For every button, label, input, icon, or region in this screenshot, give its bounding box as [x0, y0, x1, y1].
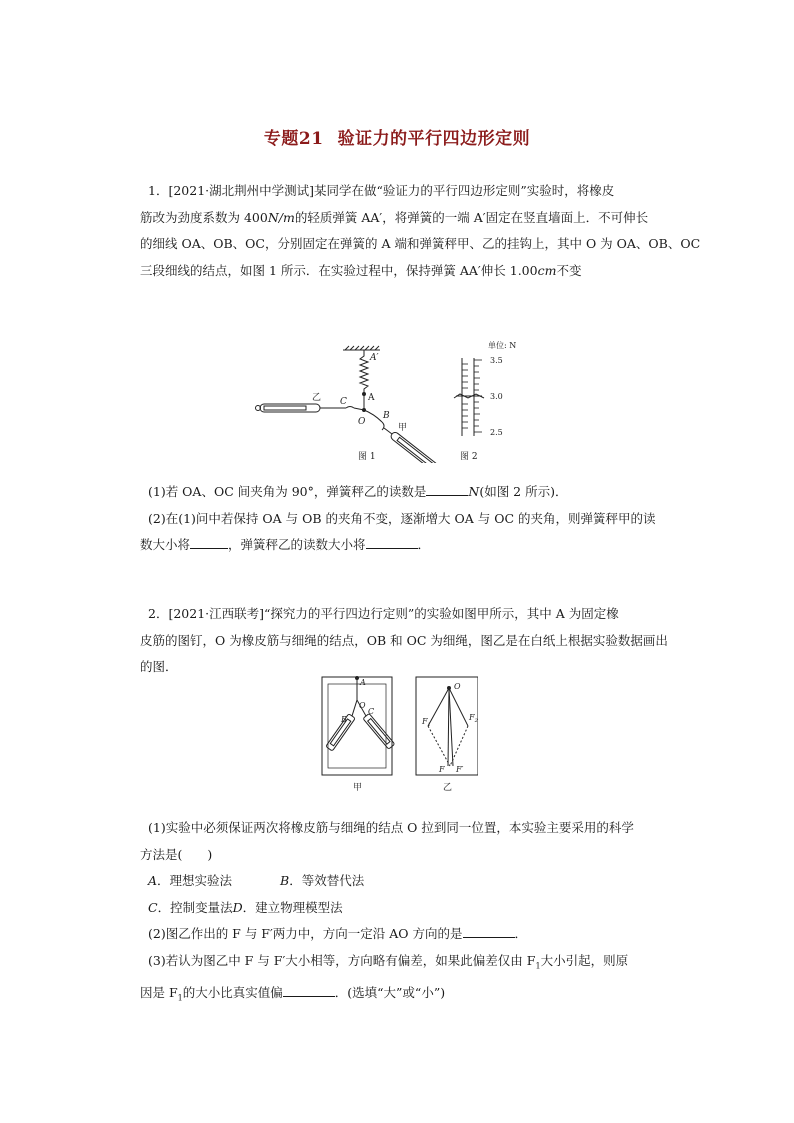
options-row-2: [140, 895, 660, 922]
scale-figure-2: [454, 358, 484, 436]
label-c: C: [368, 707, 375, 716]
q2-sub2: [140, 921, 660, 948]
option-c[interactable]: C．控制变量法: [148, 899, 233, 915]
q1-sub2-text: ．: [417, 537, 431, 552]
options-row-1: [140, 868, 660, 895]
q1-text: 的轻质弹簧 AA′，将弹簧的一端 A′固定在竖直墙面上．不可伸长: [294, 209, 649, 225]
q2-sub3: [140, 948, 660, 980]
balance-yi-scale: [264, 406, 306, 410]
page-title: [0, 124, 794, 149]
caption-yi: 乙: [443, 783, 453, 793]
label-f-prime: F′: [456, 765, 464, 774]
force-f1: [428, 688, 449, 726]
q1-text: 三段细线的结点，如图 1 所示．在实验过程中，保持弹簧 AA′伸长 1.00: [140, 262, 538, 278]
ceiling-hatch: [345, 346, 379, 350]
q2-line: 皮筋的图钉，O 为橡皮筋与细绳的结点，OB 和 OC 为细绳，图乙是在白纸上根据实验数据画出: [140, 632, 668, 648]
unit-cm: cm: [537, 262, 557, 278]
subscript: 1: [177, 993, 183, 1002]
q1-sub2-text: ，弹簧秤乙的读数大小将: [228, 537, 366, 552]
label-o: O: [359, 701, 366, 710]
q1-sub1-text: (1)若 OA、OC 间夹角为 90°，弹簧秤乙的读数是: [148, 484, 427, 499]
q2-sub2-text: ．: [514, 926, 528, 941]
label-c: C: [340, 397, 347, 407]
q2-sub2-text: (2)图乙作出的 F 与 F′两力中，方向一定沿 AO 方向的是: [148, 926, 463, 941]
q2-sub3-text: (3)若认为图乙中 F 与 F′大小相等，方向略有偏差，如果此偏差仅由 F: [148, 952, 536, 968]
q1-line: [140, 205, 660, 232]
spring-balance-jia: [390, 431, 447, 463]
force-f2: [449, 688, 468, 726]
label-f2: $F_2$: [469, 713, 478, 724]
q2-sub3-text: 的大小比真实值偏: [182, 984, 283, 1000]
question-1: [140, 178, 701, 284]
answer-blank[interactable]: [190, 534, 228, 549]
label-o: O: [358, 417, 366, 427]
unit-n: N: [468, 484, 480, 499]
scale-value: 2.5: [490, 428, 503, 437]
caption-figure-1: 图 1: [358, 452, 376, 462]
pin-a: [356, 677, 359, 680]
label-b: B: [383, 411, 390, 421]
option-a[interactable]: A．理想实验法: [148, 873, 233, 888]
q2-sub1-cont: 方法是( ): [140, 846, 213, 862]
q1-sub1: [140, 479, 660, 506]
question-2: [140, 601, 668, 681]
dash-f2: [450, 726, 468, 766]
label-f: F: [439, 765, 445, 774]
string-ob: [364, 410, 382, 422]
answer-blank[interactable]: [283, 982, 335, 997]
caption-figure-2: 图 2: [460, 452, 478, 462]
title-topic-name: 验证力的平行四边形定则: [337, 129, 531, 149]
q1-sub1-text: (如图 2 所示)．: [479, 484, 568, 499]
q1-sub2: (2)在(1)问中若保持 OA 与 OB 的夹角不变，逐渐增大 OA 与 OC 的夹角，则弹簧秤甲的读: [148, 510, 656, 526]
q2-sub1: (1)实验中必须保证两次将橡皮筋与细绳的结点 O 拉到同一位置，本实验主要采用的科学: [148, 820, 634, 835]
label-jia: 甲: [398, 423, 408, 433]
q2-sub3-text: 大小引起，则原: [540, 952, 629, 968]
label-a-prime: A′: [370, 353, 379, 363]
point-a: [363, 393, 366, 396]
spring-aa: [360, 350, 368, 394]
q1-subquestions: [140, 479, 660, 559]
subscript: 1: [535, 961, 541, 970]
q2-subquestions: [140, 815, 660, 1012]
figure-jia-yi: [318, 676, 478, 794]
q1-sub2-text: 数大小将: [140, 537, 191, 552]
q1-sub2-cont: [140, 532, 660, 559]
spring-balance-right: [363, 713, 395, 749]
q2-sub3-text: 因是 F: [140, 984, 178, 1000]
option-d[interactable]: D．建立物理模型法: [232, 899, 343, 915]
q2-sub3-cont: [140, 980, 660, 1012]
figure-1-spring-setup: [250, 338, 550, 463]
unit-n-per-m: N/m: [267, 209, 295, 225]
force-f: [448, 688, 449, 766]
q1-text: 不变: [556, 262, 582, 278]
label-a: A: [368, 393, 375, 403]
q1-line: 1．[2021·湖北荆州中学测试]某同学在做“验证力的平行四边形定则”实验时，将橡皮: [148, 183, 615, 198]
force-f-prime: [449, 688, 453, 766]
answer-blank[interactable]: [426, 481, 468, 496]
option-b[interactable]: B．等效替代法: [280, 873, 365, 888]
q1-line: [140, 258, 660, 285]
scale-value: 3.5: [490, 356, 503, 365]
label-b: B: [341, 715, 347, 724]
answer-blank[interactable]: [463, 923, 515, 938]
q2-line: 2．[2021·江西联考]“探究力的平行四边行定则”的实验如图甲所示，其中 A 为固定橡: [148, 606, 619, 621]
hook-rod-b: [384, 428, 392, 434]
caption-jia: 甲: [353, 783, 363, 793]
label-yi: 乙: [312, 393, 322, 403]
scale-value: 3.0: [490, 392, 503, 401]
q2-line: 的图．: [140, 659, 178, 674]
label-o-yi: O: [454, 682, 461, 691]
unit-label: 单位: N: [488, 341, 517, 350]
label-f1: $F_1$: [422, 717, 431, 728]
q2-sub3-text: ．(选填“大”或“小”): [334, 984, 446, 1000]
q1-line: 的细线 OA、OB、OC，分别固定在弹簧的 A 端和弹簧秤甲、乙的挂钩上，其中 O 为 OA、OB、OC: [140, 236, 701, 251]
string-ob-jia: [352, 700, 357, 716]
title-topic-number: 专题21: [263, 129, 324, 149]
hook-b: [382, 422, 384, 430]
hook-c: [346, 407, 354, 409]
q1-text: 筋改为劲度系数为 400: [140, 209, 268, 225]
spring-balance-yi: [260, 404, 320, 412]
answer-blank[interactable]: [366, 534, 418, 549]
label-a: A: [360, 678, 366, 687]
dash-f1: [428, 726, 450, 766]
